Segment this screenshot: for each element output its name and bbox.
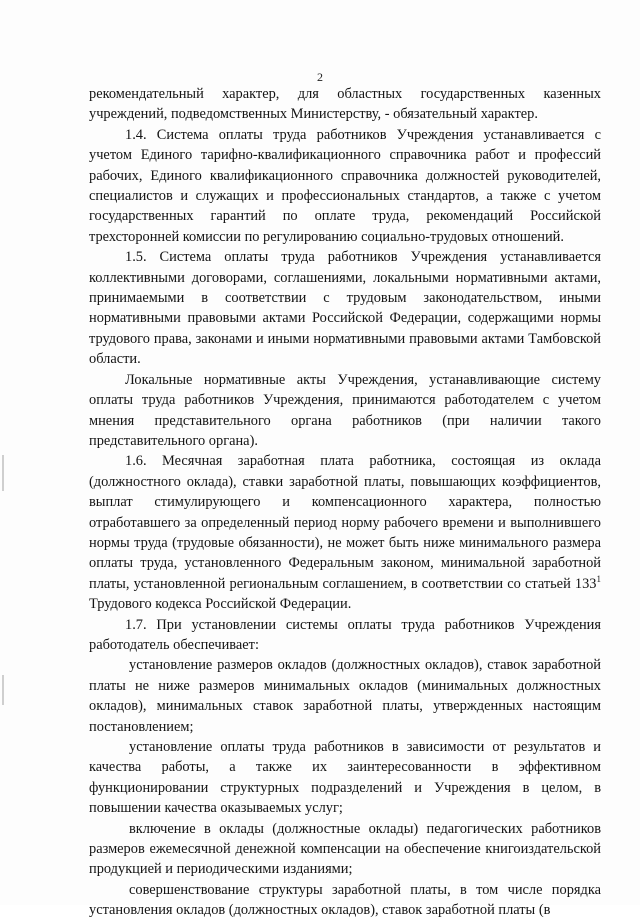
paragraph-1-4: 1.4. Система оплаты труда работников Учреждения устанавливается с учетом Единого тарифно-квалификационного справочника работ и профессий рабочих, Единого квалификационного справочника должностей руководителей, специалистов и служащих и профессиональных стандартов, а также с учетом государственных гарантий по оплате труда, рекомендаций Российской трехсторонней комиссии по регулированию социально-трудовых отношений. <box>89 126 601 245</box>
scan-edge-mark <box>2 455 4 491</box>
paragraph-1-6 <box>89 451 601 614</box>
paragraph-1-6-text: 1.6. Месячная заработная плата работника, состоящая из оклада (должностного оклада), ставки заработной платы, повышающих коэффициентов, выплат стимулирующего и компенсационного характера, полностью отработавшего за определенный период норму рабочего времени и выполнившего нормы труда (трудовые обязанности), не может быть ниже минимального размера оплаты труда, установленного Федеральным законом, минимальной заработной платы, установленной региональным соглашением, в соответствии со статьей 133 <box>89 453 601 592</box>
list-item-pay-results: установление оплаты труда работников в зависимости от результатов и качества работы, а также их заинтересованности в эффективном функционировании структурных подразделений и Учреждения в целом, в повышении качества оказываемых услуг; <box>89 739 601 817</box>
paragraph-1-6-tail: Трудового кодекса Российской Федерации. <box>89 596 352 613</box>
scan-edge-mark <box>2 675 4 705</box>
paragraph-local-acts: Локальные нормативные акты Учреждения, устанавливающие систему оплаты труда работников Учреждения, принимаются работодателем с учетом мнения представительного органа работников (при наличии такого представительного органа). <box>89 371 601 449</box>
list-item-compensation: включение в оклады (должностные оклады) педагогических работников размеров ежемесячной денежной компенсации на обеспечение книгоиздательской продукцией и периодическими изданиями; <box>89 820 601 878</box>
paragraph-continuation: рекомендательный характер, для областных государственных казенных учреждений, подведомственных Министерству, - обязательный характер. <box>89 86 601 123</box>
paragraph-1-5: 1.5. Система оплаты труда работников Учреждения устанавливается коллективными договорами, соглашениями, локальными нормативными актами, принимаемыми в соответствии с трудовым законодательством, иными нормативными правовыми актами Российской Федерации, содержащими нормы трудового права, законами и иными нормативными правовыми актами Тамбовской области. <box>89 249 601 368</box>
article-superscript: 1 <box>596 573 601 584</box>
page-number: 2 <box>317 70 323 84</box>
paragraph-1-7: 1.7. При установлении системы оплаты труда работников Учреждения работодатель обеспечивает: <box>89 616 601 653</box>
document-body <box>89 84 601 921</box>
list-item-structure: совершенствование структуры заработной платы, в том числе порядка установления окладов (должностных окладов), ставок заработной платы (в <box>89 881 601 919</box>
list-item-salary-sizes: установление размеров окладов (должностных окладов), ставок заработной платы не ниже размеров минимальных окладов (минимальных должностных окладов), минимальных ставок заработной платы, утвержденных настоящим постановлением; <box>89 657 601 735</box>
